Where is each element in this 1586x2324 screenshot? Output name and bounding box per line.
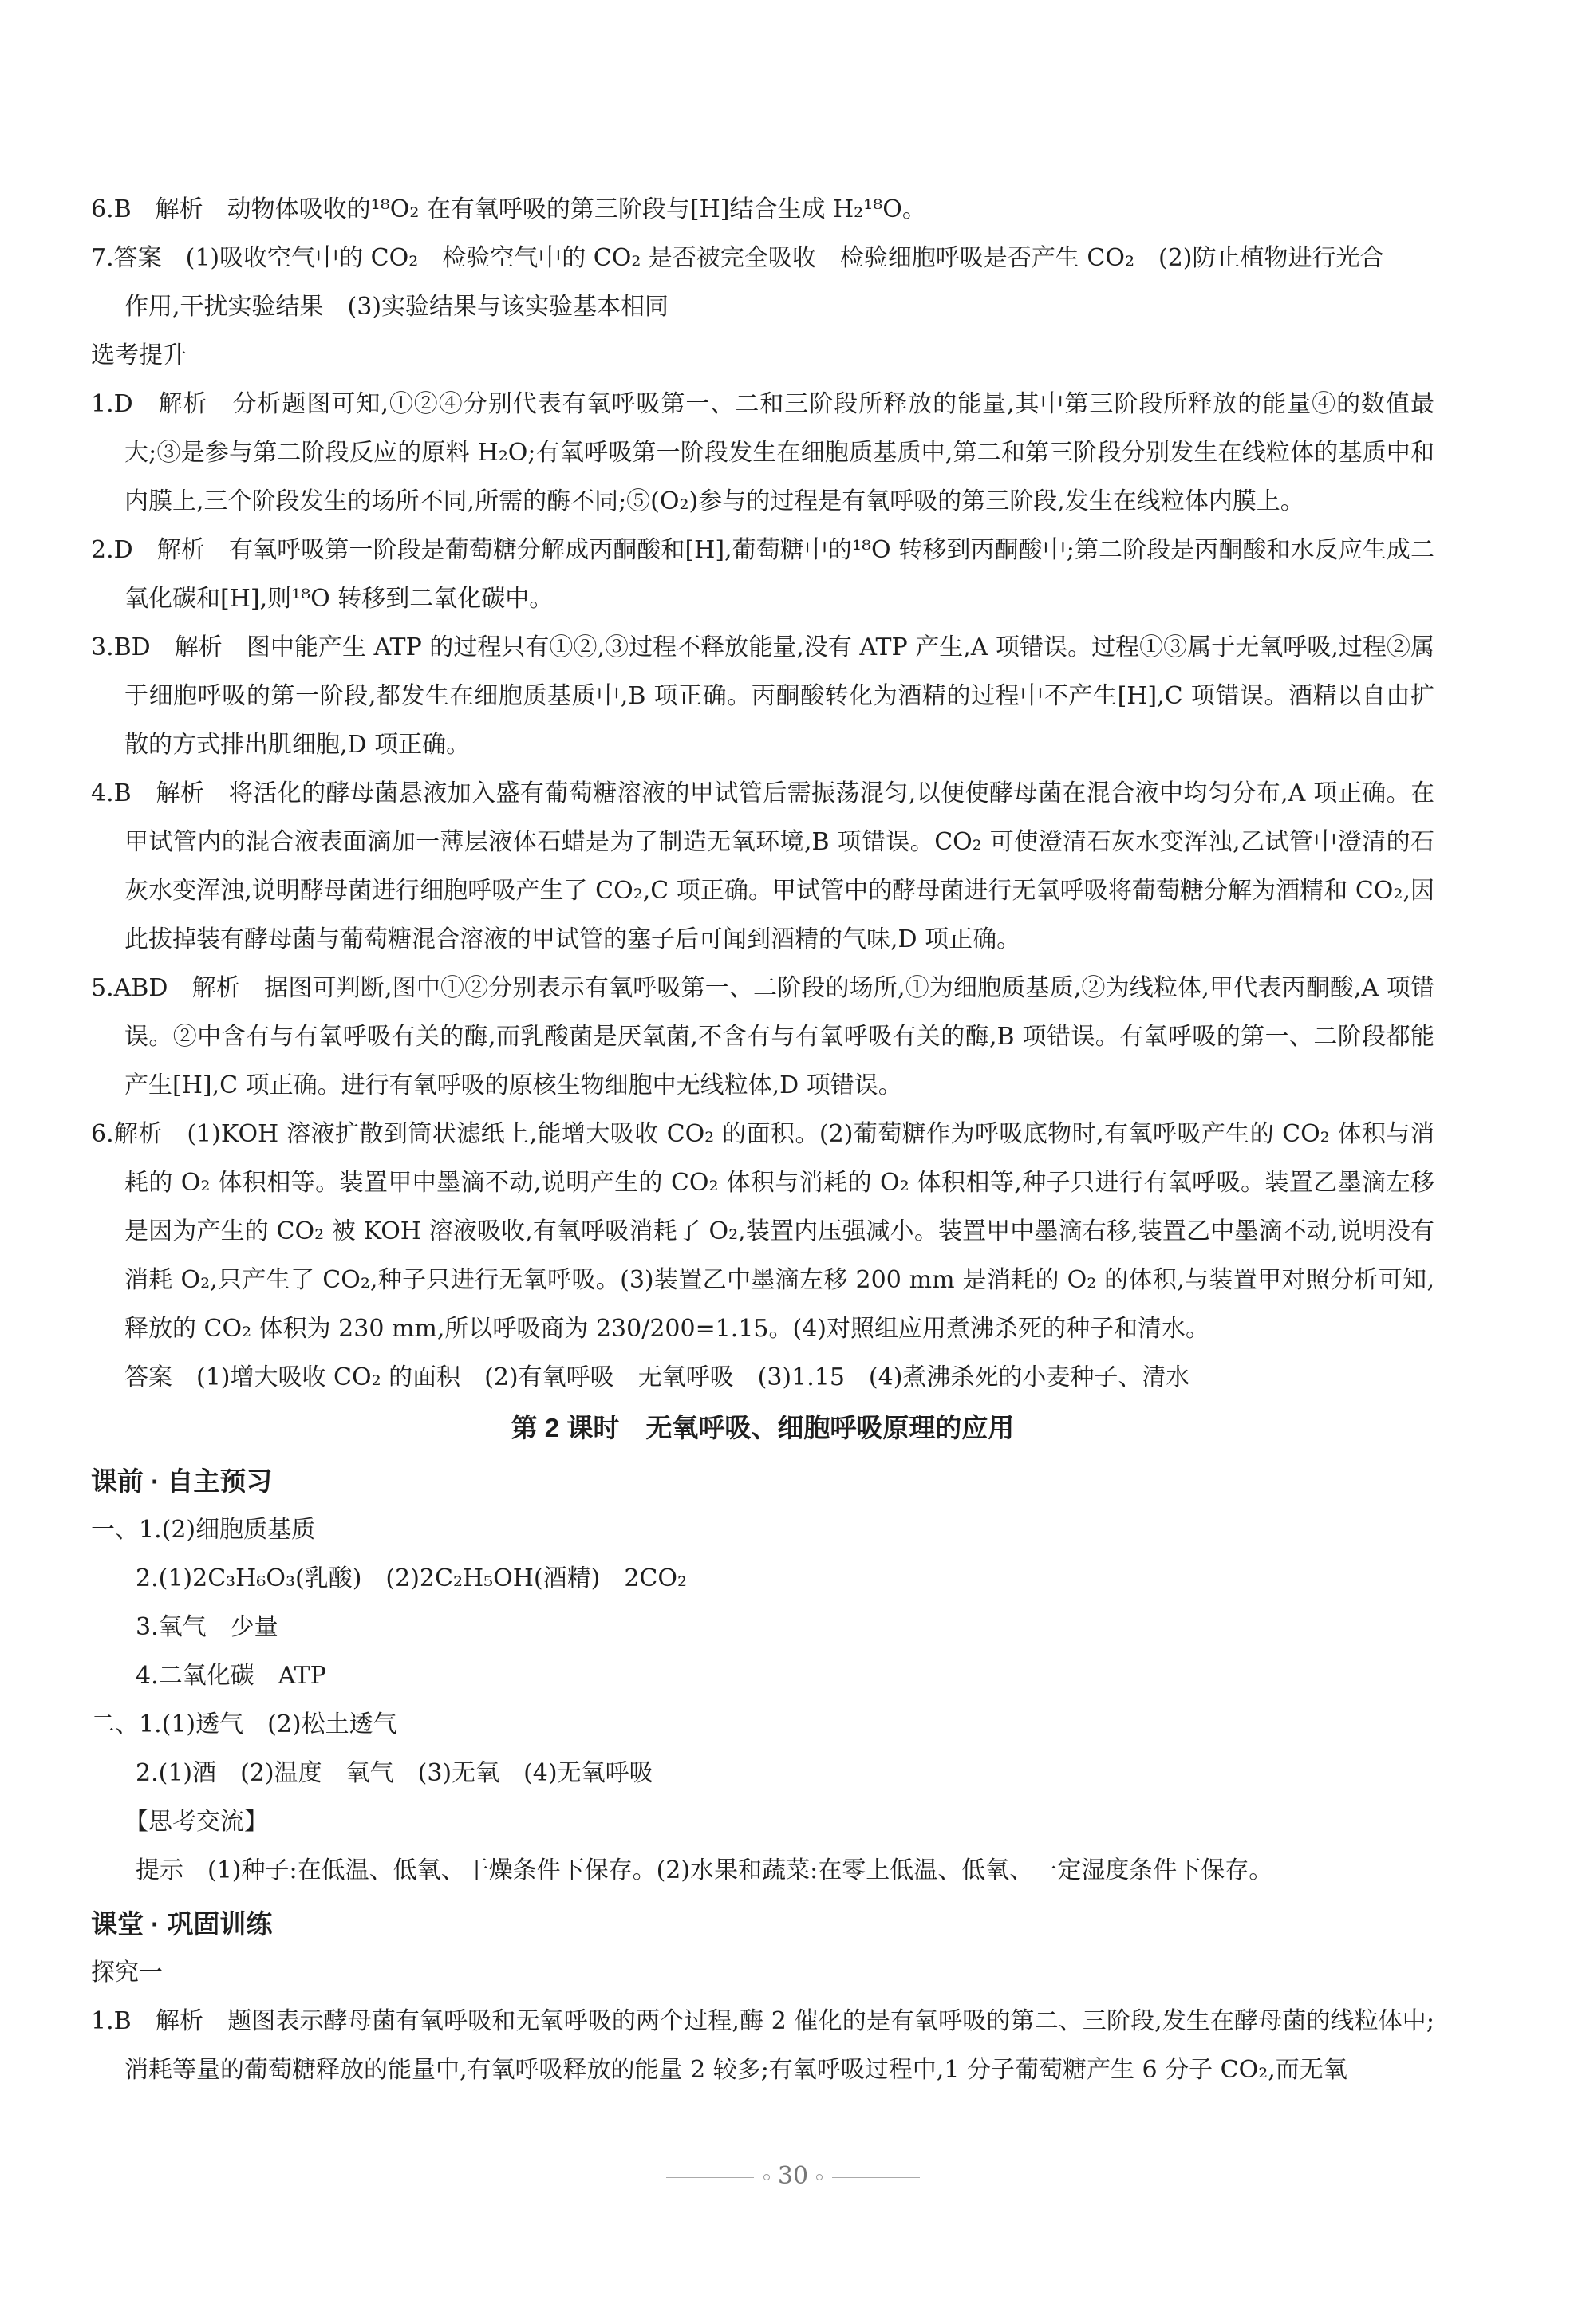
preview-line-2: 2.(1)2C₃H₆O₃(乳酸) (2)2C₂H₅OH(酒精) 2CO₂: [136, 1564, 687, 1592]
advanced-answer-6: 6.解析 (1)KOH 溶液扩散到筒状滤纸上,能增大吸收 CO₂ 的面积。(2)葡萄糖作为呼吸底物时,有氧呼吸产生的 CO₂ 体积与消耗的 O₂ 体积相等。装置甲中墨滴不动,说明产生的 CO₂ 体积与消耗的 O₂ 体积相等,种子只进行有氧呼吸。装置乙墨滴左移是因为产生的 CO₂ 被 KOH 溶液吸收,有氧呼吸消耗了 O₂,装置内压强减小。装置甲中墨滴右移,装置乙中墨滴不动,说明没有消耗 O₂,只产生了 CO₂,种子只进行无氧呼吸。(3)装置乙中墨滴左移 200 mm 是消耗的 O₂ 的体积,与装置甲对照分析可知,释放的 CO₂ 体积为 230 mm,所以呼吸商为 230/200=1.15。(4)对照组应用煮沸杀死的种子和清水。: [91, 1120, 1434, 1343]
section-heading-preview: 课前 · 自主预习: [91, 1466, 273, 1496]
page-number: 30: [777, 2162, 809, 2190]
footer-rule-right: [832, 2177, 920, 2178]
preview-line-5: 二、1.(1)透气 (2)松土透气: [91, 1710, 397, 1738]
preview-line-4: 4.二氧化碳 ATP: [136, 1662, 326, 1690]
footer-dot-right: [816, 2174, 823, 2180]
page-footer: [0, 2162, 1586, 2190]
think-exchange-heading: 【思考交流】: [124, 1808, 268, 1836]
advanced-answer-3: 3.BD 解析 图中能产生 ATP 的过程只有①②,③过程不释放能量,没有 ATP 产生,A 项错误。过程①③属于无氧呼吸,过程②属于细胞呼吸的第一阶段,都发生在细胞质基质中,B 项正确。丙酮酸转化为酒精的过程中不产生[H],C 项错误。酒精以自由扩散的方式排出肌细胞,D 项正确。: [91, 633, 1434, 759]
footer-rule-left: [666, 2177, 754, 2178]
preview-line-3: 3.氧气 少量: [136, 1613, 278, 1641]
advanced-answer-2: 2.D 解析 有氧呼吸第一阶段是葡萄糖分解成丙酮酸和[H],葡萄糖中的¹⁸O 转移到丙酮酸中;第二阶段是丙酮酸和水反应生成二氧化碳和[H],则¹⁸O 转移到二氧化碳中。: [91, 536, 1434, 613]
footer-dot-left: [763, 2174, 770, 2180]
advanced-answer-6-result: 答案 (1)增大吸收 CO₂ 的面积 (2)有氧呼吸 无氧呼吸 (3)1.15 (4)煮沸杀死的小麦种子、清水: [124, 1363, 1190, 1391]
explore-heading: 探究一: [91, 1959, 163, 1987]
answer-7: [91, 234, 1434, 331]
subsection-heading: 选考提升: [91, 341, 187, 369]
preview-line-6: 2.(1)酒 (2)温度 氧气 (3)无氧 (4)无氧呼吸: [136, 1759, 653, 1787]
answer-6: 6.B 解析 动物体吸收的¹⁸O₂ 在有氧呼吸的第三阶段与[H]结合生成 H₂¹⁸O。: [91, 195, 926, 223]
advanced-answer-5: 5.ABD 解析 据图可判断,图中①②分别表示有氧呼吸第一、二阶段的场所,①为细胞质基质,②为线粒体,甲代表丙酮酸,A 项错误。②中含有与有氧呼吸有关的酶,而乳酸菌是厌氧菌,不含有与有氧呼吸有关的酶,B 项错误。有氧呼吸的第一、二阶段都能产生[H],C 项正确。进行有氧呼吸的原核生物细胞中无线粒体,D 项错误。: [91, 974, 1434, 1099]
classroom-answer-1: 1.B 解析 题图表示酵母菌有氧呼吸和无氧呼吸的两个过程,酶 2 催化的是有氧呼吸的第二、三阶段,发生在酵母菌的线粒体中;消耗等量的葡萄糖释放的能量中,有氧呼吸释放的能量 2 较多;有氧呼吸过程中,1 分子葡萄糖产生 6 分子 CO₂,而无氧: [91, 2007, 1434, 2084]
advanced-answer-1: 1.D 解析 分析题图可知,①②④分别代表有氧呼吸第一、二和三阶段所释放的能量,其中第三阶段所释放的能量④的数值最大;③是参与第二阶段反应的原料 H₂O;有氧呼吸第一阶段发生在细胞质基质中,第二和第三阶段分别发生在线粒体的基质中和内膜上,三个阶段发生的场所不同,所需的酶不同;⑤(O₂)参与的过程是有氧呼吸的第三阶段,发生在线粒体内膜上。: [91, 390, 1434, 515]
lesson-title: 第 2 课时 无氧呼吸、细胞呼吸原理的应用: [511, 1413, 1015, 1442]
preview-line-1: 一、1.(2)细胞质基质: [91, 1516, 316, 1544]
answer-7-line2: 作用,干扰实验结果 (3)实验结果与该实验基本相同: [124, 293, 669, 321]
answer-7-line1: 7.答案 (1)吸收空气中的 CO₂ 检验空气中的 CO₂ 是否被完全吸收 检验细胞呼吸是否产生 CO₂ (2)防止植物进行光合: [91, 244, 1384, 272]
think-exchange-tip: 提示 (1)种子:在低温、低氧、干燥条件下保存。(2)水果和蔬菜:在零上低温、低氧、一定湿度条件下保存。: [136, 1856, 1273, 1884]
advanced-answer-4: 4.B 解析 将活化的酵母菌悬液加入盛有葡萄糖溶液的甲试管后需振荡混匀,以便使酵母菌在混合液中均匀分布,A 项正确。在甲试管内的混合液表面滴加一薄层液体石蜡是为了制造无氧环境,B 项错误。CO₂ 可使澄清石灰水变浑浊,乙试管中澄清的石灰水变浑浊,说明酵母菌进行细胞呼吸产生了 CO₂,C 项正确。甲试管中的酵母菌进行无氧呼吸将葡萄糖分解为酒精和 CO₂,因此拔掉装有酵母菌与葡萄糖混合溶液的甲试管的塞子后可闻到酒精的气味,D 项正确。: [91, 779, 1434, 953]
section-heading-classroom: 课堂 · 巩固训练: [91, 1909, 273, 1939]
